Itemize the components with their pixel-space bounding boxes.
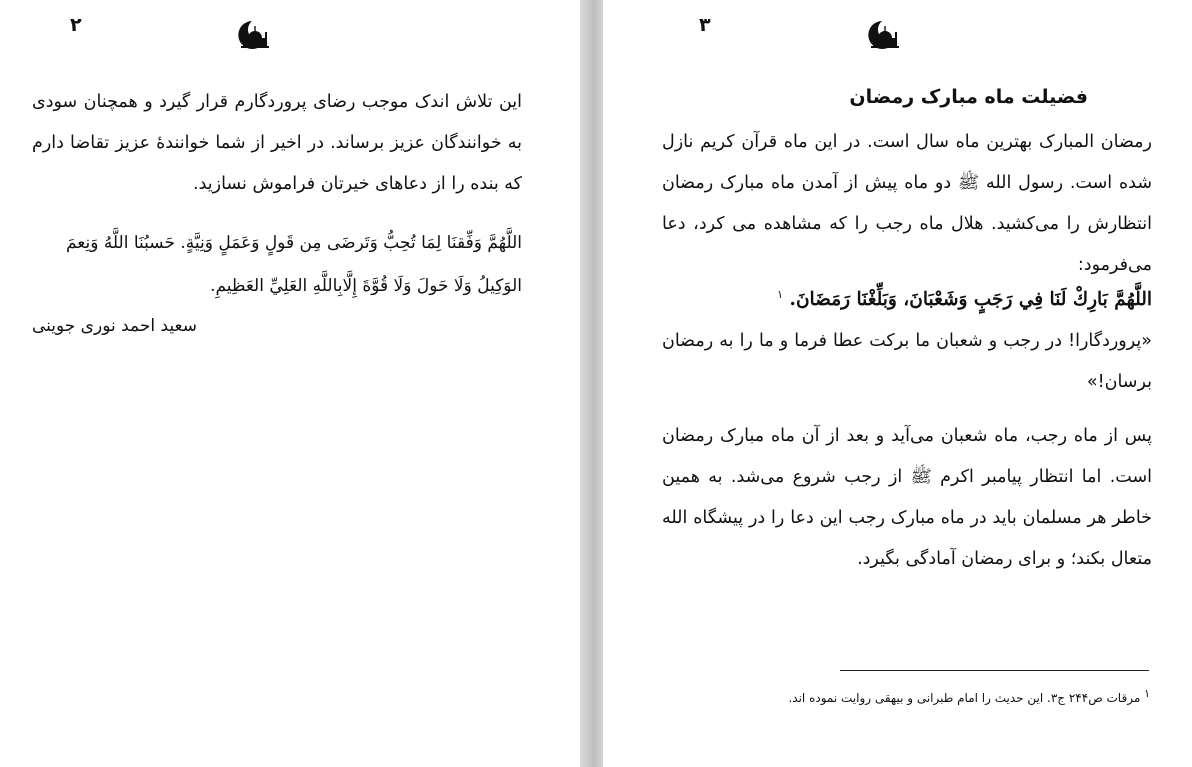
- footnote: [710, 687, 1150, 705]
- footnote-number: ۱: [1144, 687, 1150, 700]
- book-gutter: [580, 0, 603, 767]
- footnote-marker: ۱: [777, 288, 784, 301]
- footnote-separator: [840, 670, 1149, 671]
- intro-paragraph: این تلاش اندک موجب رضای پروردگارم قرار گیرد و همچنان سودی به خوانندگان عزیز برساند. در اخیر از شما خوانندهٔ عزیز تقاضا دارم که بنده را از دعاهای خیرتان فراموش نسازید.: [32, 92, 522, 194]
- page-number: ۳: [699, 14, 711, 36]
- virtue-paragraph: رمضان المبارک بهترین ماه سال است. در این ماه قرآن کریم نازل شده است. رسول الله ﷺ دو ماه پیش از آمدن ماه مبارک رمضان انتظارش را می‌کشید. هلال ماه رجب را که مشاهده می کرد، دعا می‌فرمود:: [662, 132, 1152, 275]
- footnote-text: مرقات ص۲۴۴ ج۳. این حدیث را امام طبرانی و بیهقی روایت نموده اند.: [788, 691, 1141, 705]
- left-page: [0, 0, 580, 767]
- closing-dua: اللَّهُمَّ وَفِّقنَا لِمَا تُحِبُّ وَتَرضَى مِن قَولٍ وَعَمَلٍ وَنِيَّةٍ. حَسبُنَا اللَّهُ وَنِعمَ الوَكِيلُ وَلَا حَولَ وَلَا قُوَّةَ إِلَّابِاللَّهِ العَلِيِّ العَظِيمِ.: [65, 233, 522, 296]
- mosque-crescent-icon: [865, 18, 899, 52]
- right-page: [603, 0, 1192, 767]
- author-name: سعید احمد نوری جوینی: [31, 316, 197, 336]
- mosque-crescent-icon: [235, 18, 269, 52]
- waiting-paragraph: پس از ماه رجب، ماه شعبان می‌آید و بعد از آن ماه مبارک رمضان است. اما انتظار پیامبر اکرم ﷺ از رجب شروع می‌شد. به همین خاطر هر مسلمان باید در ماه مبارک رجب این دعا را در پیشگاه الله متعال بکند؛ و برای رمضان آمادگی بگیرد.: [662, 426, 1152, 569]
- section-heading: فضیلت ماه مبارک رمضان: [849, 86, 1088, 108]
- dua-translation: «پروردگارا! در رجب و شعبان ما برکت عطا فرما و ما را به رمضان برسان!»: [662, 331, 1152, 392]
- page-number: ۲: [70, 14, 82, 36]
- rajab-dua: [652, 288, 1152, 310]
- rajab-dua-text: اللَّهُمَّ بَارِكْ لَنَا فِي رَجَبٍ وَشَعْبَانَ، وَبَلِّغْنَا رَمَضَانَ.: [789, 289, 1152, 311]
